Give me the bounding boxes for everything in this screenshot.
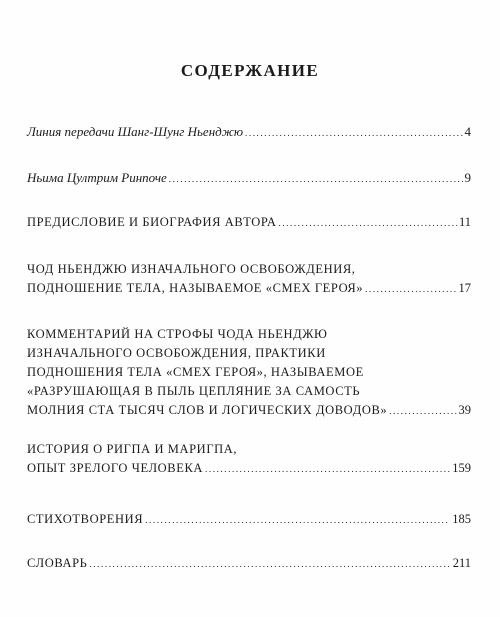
toc-page-number: 4 — [464, 124, 471, 139]
toc-entry-line: ПОДНОШЕНИЯ ТЕЛА «СМЕХ ГЕРОЯ», НАЗЫВАЕМОЕ — [27, 365, 364, 379]
dot-leader — [278, 214, 456, 233]
dot-leader — [89, 555, 450, 574]
toc-page-number: 9 — [464, 170, 471, 185]
toc-entry-title: СЛОВАРЬ — [27, 556, 88, 570]
toc-page-number: 17 — [458, 281, 471, 295]
toc-page-number: 11 — [458, 215, 471, 229]
toc-entry-glossary[interactable] — [27, 554, 471, 574]
toc-page-number: 185 — [452, 512, 471, 526]
page-title: СОДЕРЖАНИЕ — [180, 61, 320, 80]
toc-entry-lineage[interactable] — [27, 122, 471, 143]
dot-leader — [205, 460, 450, 479]
toc-entry-nyima[interactable] — [27, 168, 471, 189]
toc-entry-title: ПОДНОШЕНИЕ ТЕЛА, НАЗЫВАЕМОЕ «СМЕХ ГЕРОЯ» — [27, 281, 364, 295]
toc-entry-line: КОММЕНТАРИЙ НА СТРОФЫ ЧОДА НЬЕНДЖЮ — [27, 327, 328, 341]
toc-entry-line: ИСТОРИЯ О РИГПА И МАРИГПА, — [27, 442, 238, 456]
toc-entry-poems[interactable] — [27, 510, 471, 530]
toc-page-number: 39 — [458, 403, 471, 417]
toc-entry-title: Ньима Цултрим Ринпоче — [27, 170, 167, 185]
toc-entry-commentary[interactable] — [27, 325, 471, 421]
toc-entry-chod[interactable] — [27, 260, 471, 299]
dot-leader — [365, 280, 456, 299]
toc-entry-title: ПРЕДИСЛОВИЕ И БИОГРАФИЯ АВТОРА — [27, 215, 277, 229]
toc-entry-title: ОПЫТ ЗРЕЛОГО ЧЕЛОВЕКА — [27, 461, 204, 475]
toc-entry-rigpa[interactable] — [27, 440, 471, 479]
toc-entry-title: Линия передачи Шанг-Шунг Ньенджю — [27, 124, 243, 139]
toc-entry-title: СТИХОТВОРЕНИЯ — [27, 512, 144, 526]
dot-leader — [245, 124, 463, 143]
toc-entry-title: МОЛНИЯ СТА ТЫСЯЧ СЛОВ И ЛОГИЧЕСКИХ ДОВОДОВ» — [27, 403, 388, 417]
toc-entry-line: ЧОД НЬЕНДЖЮ ИЗНАЧАЛЬНОГО ОСВОБОЖДЕНИЯ, — [27, 262, 356, 276]
toc-page-number: 211 — [452, 556, 471, 570]
toc-entry-line: «РАЗРУШАЮЩАЯ В ПЫЛЬ ЦЕПЛЯНИЕ ЗА САМОСТЬ — [27, 384, 361, 398]
dot-leader — [389, 402, 456, 421]
dot-leader — [145, 511, 450, 530]
toc-entry-line: ИЗНАЧАЛЬНОГО ОСВОБОЖДЕНИЯ, ПРАКТИКИ — [27, 346, 326, 360]
toc-page-number: 159 — [452, 461, 471, 475]
dot-leader — [169, 170, 463, 189]
toc-entry-preface[interactable] — [27, 213, 471, 233]
